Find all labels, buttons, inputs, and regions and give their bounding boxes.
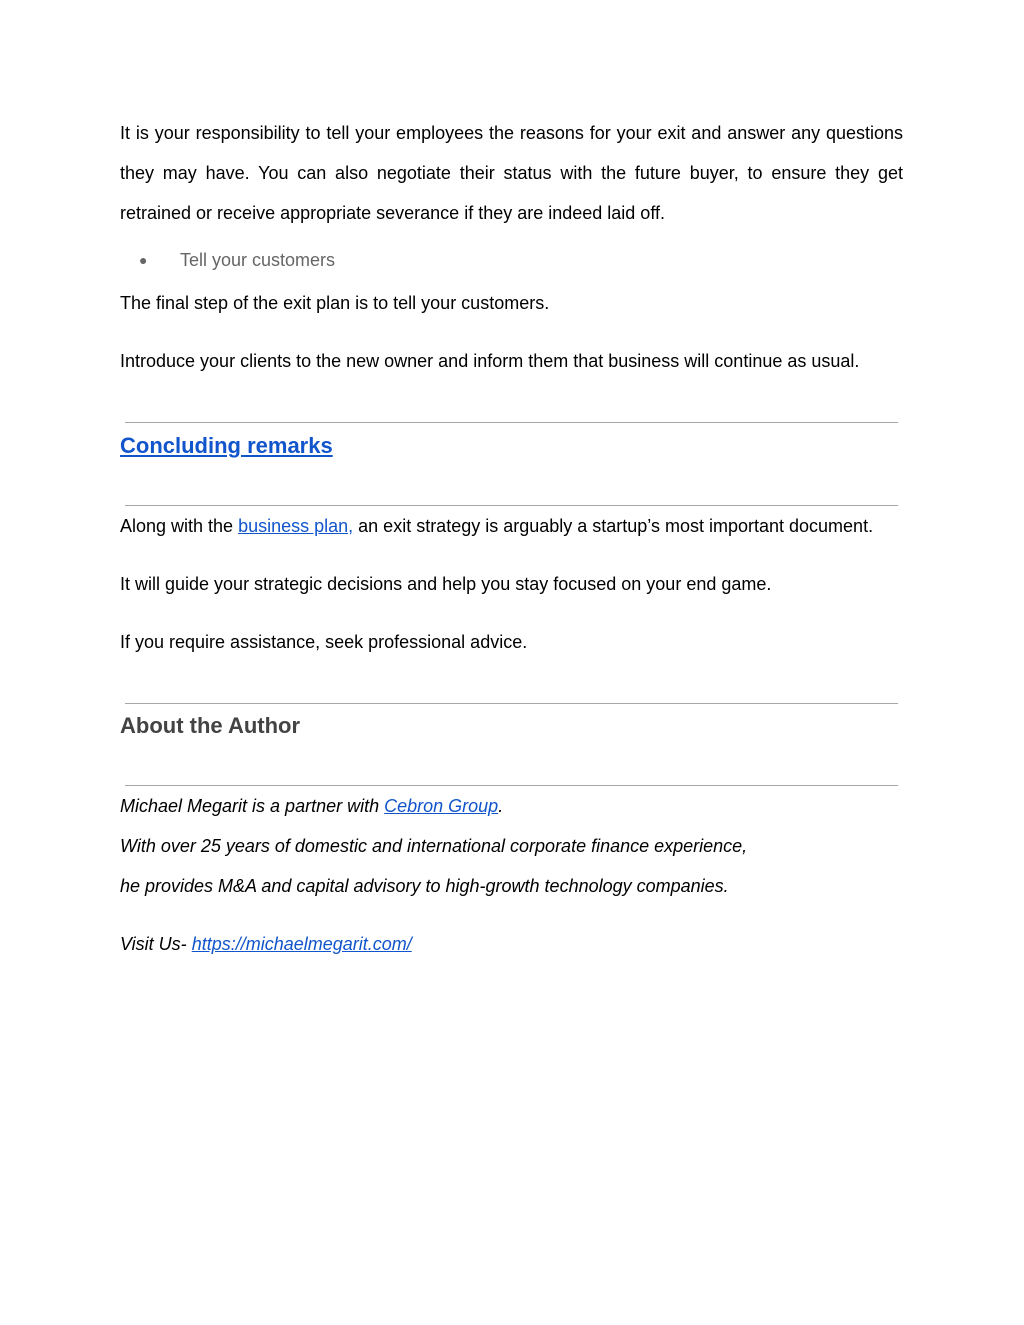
- author-line-2: With over 25 years of domestic and international corporate finance experience,: [120, 836, 748, 856]
- concluding-paragraph-2: It will guide your strategic decisions and help you stay focused on your end game.: [120, 574, 772, 594]
- concluding-text-after: an exit strategy is arguably a startup’s most important document.: [353, 516, 874, 536]
- about-author-heading: About the Author: [120, 713, 301, 738]
- concluding-remarks-heading[interactable]: Concluding remarks: [120, 433, 333, 458]
- bullet-dot-icon: ●: [139, 252, 148, 268]
- concluding-paragraph-3: If you require assistance, seek professional advice.: [120, 632, 528, 652]
- concluding-paragraph-1: [120, 506, 903, 546]
- author-text-before: Michael Megarit is a partner with: [120, 796, 385, 816]
- business-plan-link[interactable]: business plan,: [238, 516, 354, 536]
- introduce-clients-paragraph: Introduce your clients to the new owner and inform them that business will continue as usual.: [120, 351, 860, 371]
- visit-us-line: [120, 924, 903, 964]
- cebron-group-link[interactable]: Cebron Group: [384, 796, 499, 816]
- bullet-tell-customers: [120, 245, 903, 275]
- final-step-paragraph: The final step of the exit plan is to tell your customers.: [120, 293, 550, 313]
- divider: [125, 422, 898, 423]
- visit-us-label: Visit Us-: [120, 934, 192, 954]
- author-line-3: he provides M&A and capital advisory to high-growth technology companies.: [120, 876, 729, 896]
- bullet-label: Tell your customers: [180, 250, 336, 270]
- document-page: [120, 113, 903, 964]
- employees-paragraph: It is your responsibility to tell your employees the reasons for your exit and answer any questions they may have. You can also negotiate their status with the future buyer, to ensure they get retrained or receive appropriate severance if they are indeed laid off.: [120, 123, 903, 223]
- divider: [125, 703, 898, 704]
- author-line-1: [120, 786, 903, 826]
- concluding-text-before: Along with the: [120, 516, 239, 536]
- website-link[interactable]: https://michaelmegarit.com/: [191, 934, 412, 954]
- author-text-after: .: [498, 796, 504, 816]
